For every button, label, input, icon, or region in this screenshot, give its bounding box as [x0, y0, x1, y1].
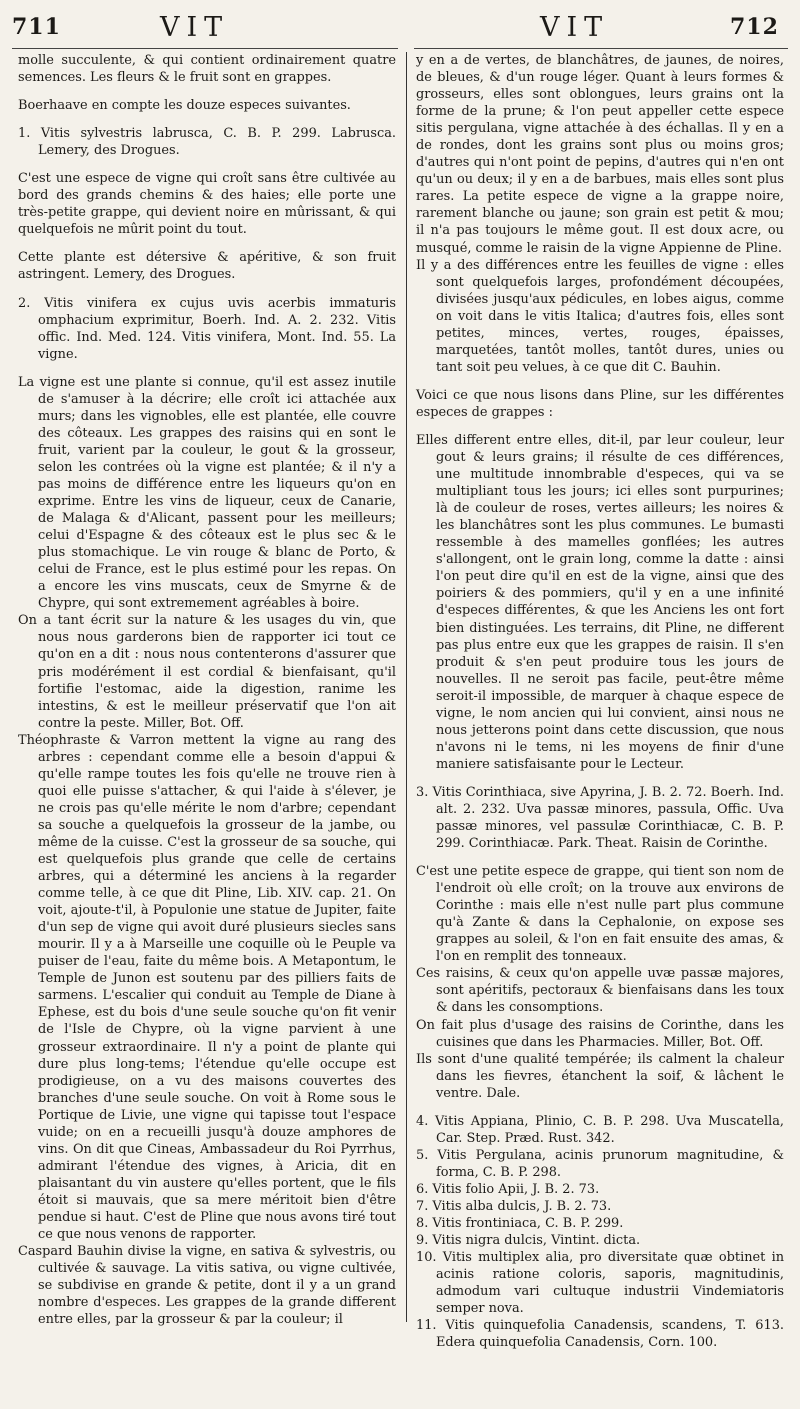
paragraph: Il y a des différences entre les feuilles de vigne : elles sont quelquefois larges, profondément découpées, divisées jusqu'aux pédicules, en lobes aigus, comme on voit dans le vitis Italica; d'autres fois, elles sont petites, minces, vertes, rouges, épaisses, marquetées, tantôt molles, tantôt dures, unies ou tant soit peu velues, à ce que dit C. Bauhin.	[416, 257, 784, 375]
paragraph: On a tant écrit sur la nature & les usages du vin, que nous nous garderons bien de rapporter ici tout ce qu'on en a dit : nous nous contenterons d'assurer que pris modérément il est cordial & bienfaisant, qu'il fortifie l'estomac, aide la digestion, ranime les intestins, & est le meilleur préservatif que l'on ait contre la peste. Miller, Bot. Off.	[18, 613, 396, 731]
paragraph: La vigne est une plante si connue, qu'il est assez inutile de s'amuser à la décrire; elle croît ici attachée aux murs; dans les vignobles, elle est plantée, elle couvre des côteaux. Les grappes des raisins qui en sont le fruit, varient par la couleur, le gout & la grosseur, selon les contrées où la vigne est plantée; & il n'y a pas moins de différence entre les liqueurs qu'on en exprime. Entre les vins de liqueur, ceux de Canarie, de Malaga & d'Alicant, passent pour les meilleurs; celui d'Espagne & des côteaux est le plus sec & le plus stomachique. Le vin rouge & blanc de Porto, & celui de France, est le plus estimé pour les repas. On a encore les vins muscats, ceux de Smyrne & de Chypre, qui sont extremement agréables à boire.	[18, 374, 396, 612]
species-entry: 6. Vitis folio Apii, J. B. 2. 73.	[416, 1181, 600, 1197]
page-number-right: 712	[730, 14, 779, 40]
header-rule-right	[414, 48, 788, 49]
paragraph: Théophraste & Varron mettent la vigne au rang des arbres : cependant comme elle a besoin d'appui & qu'elle rampe toutes les fois qu'elle ne trouve rien à quoi elle puisse s'attacher, & qui l'aide à s'élever, je ne crois pas qu'elle mérite le nom d'arbre; cependant sa souche a quelquefois la grosseur de la jambe, ou même de la cuisse. C'est la grosseur de sa souche, qui est quelquefois plus grande que celle de certains arbres, qui a déterminé les anciens à la regarder comme telle, à ce que dit Pline, Lib. XIV. cap. 21. On voit, ajoute-t'il, à Populonie une statue de Jupiter, faite d'un sep de vigne qui avoit duré plusieurs siecles sans mourir. Il y a à Marseille une coquille où le Peuple va puiser de l'eau, faite du même bois. A Metapontum, le Temple de Junon est soutenu par des pilliers faits de sarmens. L'escalier qui conduit au Temple de Diane à Ephese, est du bois d'une seule souche qu'on fit venir de l'Isle de Chypre, où la vigne parvient à une grosseur extraordinaire. Il n'y a point de plante qui dure plus long-tems; l'étendue qu'elle occupe est prodigieuse, on a vu des maisons couvertes des branches d'une seule souche. On voit à Rome sous le Portique de Livie, une vigne qui tapisse tout l'espace vuide; on en a recueilli jusqu'à douze amphores de vins. On dit que Cineas, Ambassadeur du Roi Pyrrhus, admirant l'étendue des vignes, à Aricia, dit en plaisantant du vin austere qu'elles portent, que le fils étoit si mauvais, que sa mere méritoit bien d'être pendue si haut. C'est de Pline que nous avons tiré tout ce que nous venons de rapporter.	[18, 732, 396, 1243]
species-entry: 4. Vitis Appiana, Plinio, C. B. P. 298. Uva Muscatella, Car. Step. Præd. Rust. 342.	[416, 1113, 784, 1146]
header-rule-left	[12, 48, 398, 49]
paragraph: Voici ce que nous lisons dans Pline, sur les différentes especes de grappes :	[416, 387, 784, 420]
paragraph: Cette plante est détersive & apéritive, & son fruit astringent. Lemery, des Drogues.	[18, 250, 396, 283]
paragraph: Boerhaave en compte les douze especes suivantes.	[18, 98, 351, 114]
species-entry: 10. Vitis multiplex alia, pro diversitate quæ obtinet in acinis ratione coloris, saporis, magnitudinis, admodum vari cultuque industrii Vindemiatoris semper nova.	[416, 1250, 784, 1317]
right-column	[416, 52, 784, 1351]
paragraph: On fait plus d'usage des raisins de Corinthe, dans les cuisines que dans les Pharmacies. Miller, Bot. Off.	[416, 1017, 784, 1050]
paragraph: y en a de vertes, de blanchâtres, de jaunes, de noires, de bleues, & d'un rouge léger. Quant à leurs formes & grosseurs, elles sont oblongues, leurs grains ont la forme de la prune; & l'on peut appeller cette espece sitis pergulana, vigne attachée à des échallas. Il y en a de rondes, dont les grains sont plus ou moins gros; d'autres qui n'ont point de pepins, d'autres qui n'en ont qu'un ou deux; il y en a de barbues, mais elles sont plus rares. La petite espece de vigne a la grappe noire, rarement blanche ou jaune; son grain est petit & mou; il n'a pas toujours le même gout. Il est doux acre, ou musqué, comme le raisin de la vigne Appienne de Pline.	[416, 53, 784, 256]
species-entry: 8. Vitis frontiniaca, C. B. P. 299.	[416, 1216, 624, 1232]
column-divider	[406, 52, 407, 1322]
paragraph: Caspard Bauhin divise la vigne, en sativa & sylvestris, ou cultivée & sauvage. La vitis sativa, ou vigne cultivée, se subdivise en grande & petite, dont il y a un grand nombre d'especes. Les grappes de la grande different entre elles, par la grosseur & par la couleur; il	[18, 1244, 396, 1328]
species-entry: 11. Vitis quinquefolia Canadensis, scandens, T. 613. Edera quinquefolia Canadensis, Corn. 100.	[416, 1318, 784, 1351]
page-number-left: 711	[12, 14, 61, 40]
paragraph: Ils sont d'une qualité tempérée; ils calment la chaleur dans les fievres, étanchent la soif, & lâchent le ventre. Dale.	[416, 1051, 784, 1101]
species-entry: 2. Vitis vinifera ex cujus uvis acerbis immaturis omphacium exprimitur, Boerh. Ind. A. 2. 232. Vitis offic. Ind. Med. 124. Vitis vinifera, Mont. Ind. 55. La vigne.	[18, 295, 396, 362]
species-entry: 1. Vitis sylvestris labrusca, C. B. P. 299. Labrusca. Lemery, des Drogues.	[18, 126, 396, 159]
paragraph: molle succulente, & qui contient ordinairement quatre semences. Les fleurs & le fruit sont en grappes.	[18, 53, 396, 86]
running-head-right: VIT	[540, 12, 610, 43]
species-entry: 3. Vitis Corinthiaca, sive Apyrina, J. B. 2. 72. Boerh. Ind. alt. 2. 232. Uva passæ minores, passula, Offic. Uva passæ minores, vel passulæ Corinthiacæ, C. B. P. 299. Corinthiacæ. Park. Theat. Raisin de Corinthe.	[416, 784, 784, 852]
species-entry: 7. Vitis alba dulcis, J. B. 2. 73.	[416, 1199, 612, 1214]
running-head-left: VIT	[160, 12, 230, 43]
paragraph: C'est une espece de vigne qui croît sans être cultivée au bord des grands chemins & des haies; elle porte une très-petite grappe, qui devient noire en mûrissant, & qui quelquefois ne mûrit point du tout.	[18, 171, 396, 238]
left-column	[18, 52, 396, 1328]
paragraph: C'est une petite espece de grappe, qui tient son nom de l'endroit où elle croît; on la trouve aux environs de Corinthe : mais elle n'est nulle part plus commune qu'à Zante & dans la Cephalonie, on expose ses grappes au soleil, & l'on en fait ensuite des amas, & l'on en remplit des tonneaux.	[416, 864, 784, 965]
paragraph: Ces raisins, & ceux qu'on appelle uvæ passæ majores, sont apéritifs, pectoraux & bienfaisans dans les toux & dans les consomptions.	[416, 966, 784, 1016]
paragraph: Elles different entre elles, dit-il, par leur couleur, leur gout & leurs grains; il résulte de ces différences, une multitude innombrable d'especes, qui va se multipliant tous les jours; ici elles sont purpurines; là de couleur de roses, vertes ailleurs; les noires & les blanchâtres sont les plus communes. Le bumasti ressemble à des mamelles gonflées; les autres s'allongent, ont le grain long, comme la datte : ainsi l'on peut dire qu'il en est de la vigne, ainsi que des poiriers & des pommiers, qu'il y en a une infinité d'especes différentes, & que les Anciens les ont fort bien distinguées. Les terrains, dit Pline, ne different pas plus entre eux que les grappes de raisin. Il s'en produit & s'en peut produire tous les jours de nouvelles. Il ne seroit pas facile, peut-être même seroit-il impossible, de marquer à chaque espece de vigne, le nom ancien qui lui convient, ainsi nous ne nous jetterons point dans cette discussion, que nous n'avons ni le tems, ni les moyens de finir d'une maniere satisfaisante pour le Lecteur.	[416, 432, 784, 772]
species-entry: 9. Vitis nigra dulcis, Vintint. dicta.	[416, 1233, 641, 1249]
species-entry: 5. Vitis Pergulana, acinis prunorum magnitudine, & forma, C. B. P. 298.	[416, 1147, 784, 1180]
